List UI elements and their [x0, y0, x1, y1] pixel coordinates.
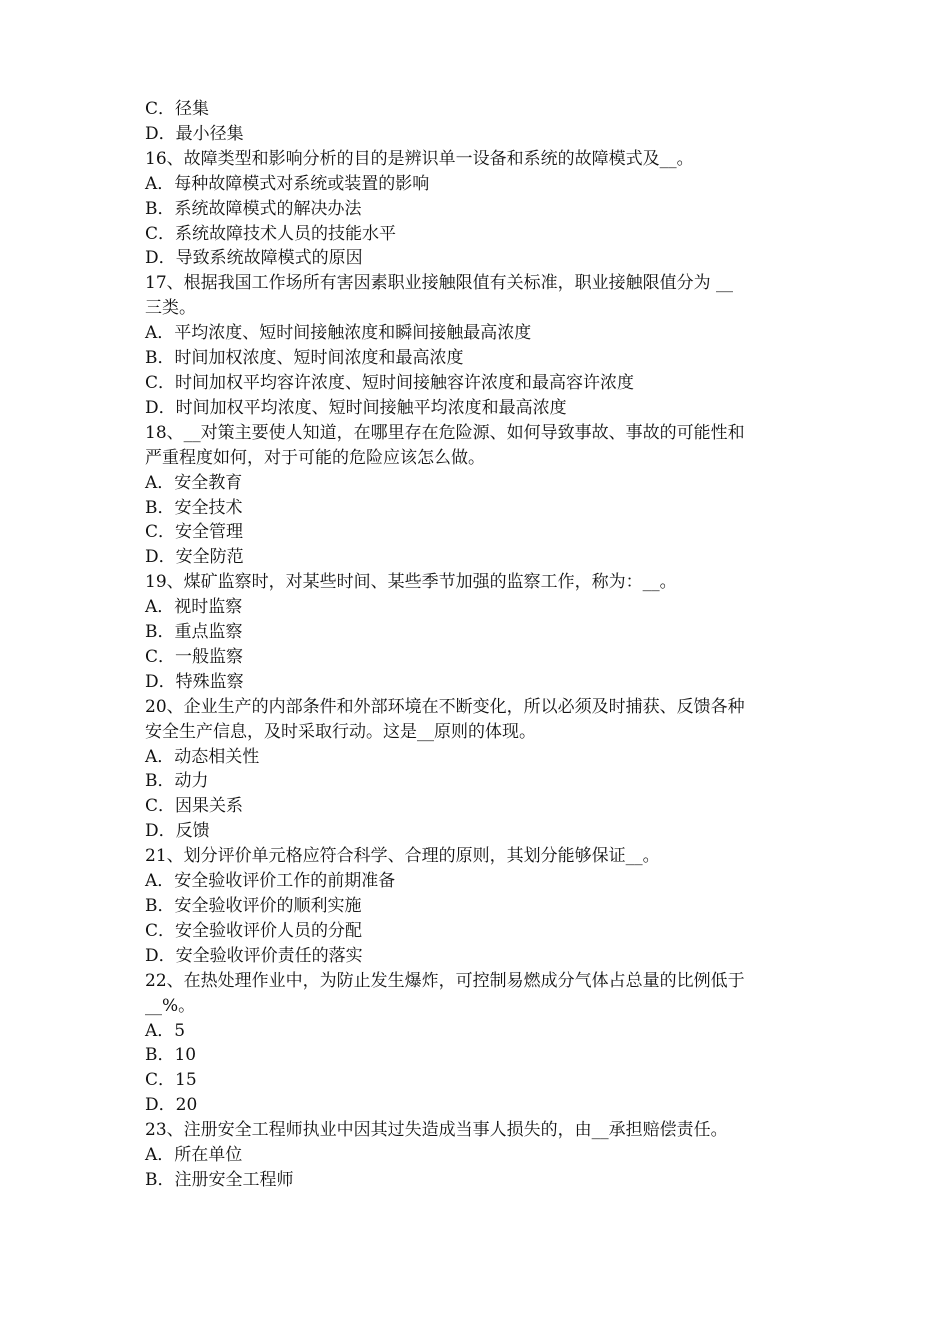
question-line: 19、煤矿监察时，对某些时间、某些季节加强的监察工作，称为：__。 — [145, 572, 677, 593]
document-body — [145, 97, 825, 1193]
option-line: C．安全管理 — [145, 522, 244, 543]
option-line: A．所在单位 — [145, 1145, 243, 1166]
option-line: C．15 — [145, 1070, 197, 1091]
question-line: 17、根据我国工作场所有害因素职业接触限值有关标准，职业接触限值分为 __ — [145, 273, 734, 294]
option-line: A．安全验收评价工作的前期准备 — [145, 871, 396, 892]
option-line: C．时间加权平均容许浓度、短时间接触容许浓度和最高容许浓度 — [145, 372, 635, 393]
option-line: B．重点监察 — [145, 622, 243, 643]
option-line: B．动力 — [145, 771, 209, 792]
question-line: 21、划分评价单元格应符合科学、合理的原则，其划分能够保证__。 — [145, 846, 660, 867]
question-line: 18、__对策主要使人知道，在哪里存在危险源、如何导致事故、事故的可能性和 — [145, 422, 745, 443]
option-line: C．一般监察 — [145, 646, 244, 667]
option-line: C．径集 — [145, 99, 210, 119]
option-line: D．反馈 — [145, 821, 210, 842]
option-line: D．特殊监察 — [145, 671, 244, 692]
option-line: C．因果关系 — [145, 796, 244, 817]
option-line: B．注册安全工程师 — [145, 1169, 294, 1190]
text-line: __%。 — [145, 995, 196, 1016]
question-line: 20、企业生产的内部条件和外部环境在不断变化，所以必须及时捕获、反馈各种 — [145, 696, 745, 717]
option-line: B．时间加权浓度、短时间浓度和最高浓度 — [145, 348, 464, 369]
option-line: A．视时监察 — [145, 597, 243, 618]
text-line: 安全生产信息，及时采取行动。这是__原则的体现。 — [145, 721, 536, 742]
option-line: D．20 — [145, 1095, 198, 1116]
text-line: 三类。 — [145, 298, 196, 319]
text-line: 严重程度如何，对于可能的危险应该怎么做。 — [145, 447, 485, 468]
option-line: B．系统故障模式的解决办法 — [145, 198, 362, 219]
question-line: 22、在热处理作业中，为防止发生爆炸，可控制易燃成分气体占总量的比例低于 — [145, 970, 745, 991]
option-line: D．安全防范 — [145, 547, 244, 568]
option-line: D．时间加权平均浓度、短时间接触平均浓度和最高浓度 — [145, 397, 567, 418]
option-line: A．平均浓度、短时间接触浓度和瞬间接触最高浓度 — [145, 323, 532, 344]
option-line: A．每种故障模式对系统或装置的影响 — [145, 173, 430, 194]
option-line: C．安全验收评价人员的分配 — [145, 920, 363, 941]
option-line: A．动态相关性 — [145, 746, 260, 767]
option-line: C．系统故障技术人员的技能水平 — [145, 223, 397, 244]
option-line: D．安全验收评价责任的落实 — [145, 945, 363, 966]
option-line: A．安全教育 — [145, 472, 243, 493]
option-line: A．5 — [145, 1020, 186, 1041]
option-line: B．安全验收评价的顺利实施 — [145, 896, 362, 916]
option-line: D．导致系统故障模式的原因 — [145, 248, 363, 269]
option-line: B．安全技术 — [145, 497, 243, 518]
question-line: 23、注册安全工程师执业中因其过失造成当事人损失的，由__承担赔偿责任。 — [145, 1120, 728, 1141]
option-line: D．最小径集 — [145, 123, 244, 144]
question-line: 16、故障类型和影响分析的目的是辨识单一设备和系统的故障模式及__。 — [145, 148, 694, 169]
option-line: B．10 — [145, 1045, 197, 1066]
